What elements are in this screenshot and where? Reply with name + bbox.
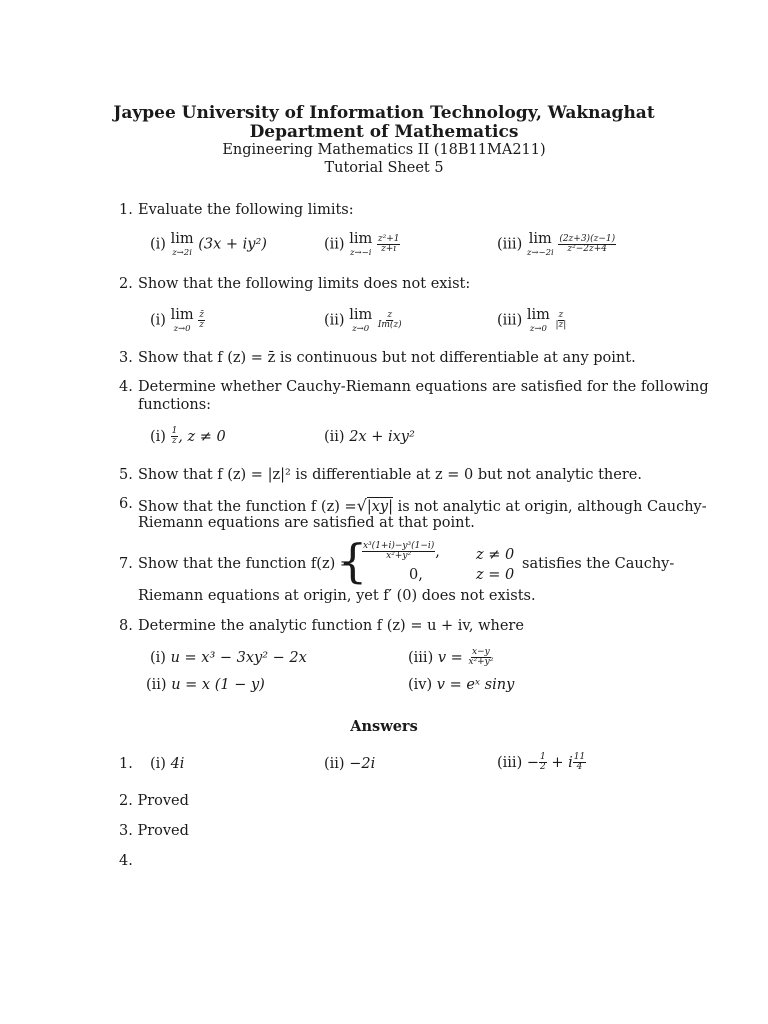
- q2-part-iii-fraction: $\frac{z}{|z|}$: [555, 309, 567, 330]
- q8-part-iv-label: (iv): [408, 677, 433, 693]
- question-7-pre: Show that the function f(z) =: [138, 556, 353, 572]
- q8-part-ii-expr: u = x (1 − y): [171, 677, 265, 693]
- answer-1-number: 1.: [119, 756, 133, 772]
- course-title: Engineering Mathematics II (18B11MA211): [222, 142, 546, 158]
- sqrt-expression: |xy|: [366, 499, 393, 515]
- limit-operator: lim z→0: [526, 307, 550, 334]
- q1-part-iii-fraction: $\frac{(2z+3)(z-1)}{\text{z²−2z+4}}$: [559, 233, 616, 254]
- question-6-number: 6.: [119, 496, 133, 512]
- q7-case-1-condition: z ≠ 0: [476, 547, 515, 563]
- question-2-number: 2.: [119, 276, 133, 292]
- limit-operator: lim z→0: [170, 307, 194, 334]
- question-3-number: 3.: [119, 350, 133, 366]
- department-title: Department of Mathematics: [249, 122, 519, 142]
- q1-part-iii: [497, 232, 616, 257]
- question-8-number: 8.: [119, 618, 133, 634]
- question-5-number: 5.: [119, 467, 133, 483]
- left-brace: {: [338, 534, 368, 588]
- question-6-line-2: Riemann equations are satisfied at that point.: [138, 515, 475, 531]
- answer-1-part-i: (i) 4i: [150, 756, 185, 772]
- q2-part-ii-label: (ii): [324, 312, 345, 329]
- q2-part-iii: [497, 308, 567, 333]
- q4-part-ii-expr: 2x + ixy²: [349, 429, 415, 445]
- q8-part-ii-label: (ii): [146, 677, 167, 693]
- limit-operator: lim z→2i: [170, 231, 194, 258]
- question-1-text: Evaluate the following limits:: [138, 202, 354, 218]
- q4-part-i-condition: , z ≠ 0: [178, 428, 226, 445]
- q8-part-iii: (iii) v = $\frac{x-y}{\text{x²+y²}}$: [408, 647, 494, 668]
- q2-part-ii-fraction: $\frac{z}{Im(z)}$: [377, 309, 402, 330]
- q1-part-i: [150, 232, 267, 257]
- q7-case-1: $\frac{\text{x³(1+i)−y³(1−i)}}{\text{x²+y²}}$ ,: [363, 541, 440, 562]
- question-4-number: 4.: [119, 379, 133, 395]
- limit-operator: lim z→0: [349, 307, 373, 334]
- question-3-text: Show that f (z) = z̄ is continuous but not differentiable at any point.: [138, 350, 636, 366]
- answer-1-part-ii: (ii) −2i: [324, 756, 376, 772]
- q2-part-ii: [324, 308, 403, 333]
- q8-part-iv-expr: v = eˣ siny: [436, 677, 515, 693]
- q8-part-i: [150, 650, 307, 666]
- question-8-text: Determine the analytic function f (z) = u + iv, where: [138, 618, 524, 634]
- q4-part-i-label: (i): [150, 428, 166, 445]
- answer-fraction-1: $\frac{1}{2}$: [540, 752, 546, 773]
- q4-part-i: [150, 427, 226, 447]
- q1-part-ii: [324, 232, 400, 257]
- answer-2: 2. Proved: [119, 793, 189, 809]
- question-6-line-1: Show that the function f (z) =√|xy| is not analytic at origin, although Cauchy-: [138, 496, 707, 515]
- q1-part-ii-fraction: $\frac{\text{z²+1}}{z+i}$: [377, 233, 400, 254]
- question-7-post: satisfies the Cauchy-: [522, 556, 675, 572]
- question-1-number: 1.: [119, 202, 133, 218]
- question-2-text: Show that the following limits does not exist:: [138, 276, 471, 292]
- answer-3: 3. Proved: [119, 823, 189, 839]
- q7-case-2-value: 0,: [409, 567, 423, 583]
- q1-part-i-label: (i): [150, 236, 166, 253]
- q7-case-2-condition: z = 0: [476, 567, 515, 583]
- answer-4: 4.: [119, 853, 133, 869]
- sheet-title: Tutorial Sheet 5: [324, 160, 444, 176]
- q1-part-ii-label: (ii): [324, 236, 345, 253]
- q8-part-iii-label: (iii): [408, 649, 434, 666]
- q8-part-ii: [146, 677, 265, 693]
- answers-heading: Answers: [350, 718, 418, 735]
- question-4-line-1: Determine whether Cauchy-Riemann equations are satisfied for the following: [138, 379, 709, 395]
- q1-part-iii-label: (iii): [497, 236, 523, 253]
- answer-1-part-iii: (iii) − $\frac{1}{2}$ + i $\frac{11}{4}$: [497, 752, 586, 773]
- limit-operator: lim z→−i: [349, 231, 373, 258]
- q1-part-i-expr: (3x + iy²): [198, 236, 267, 253]
- q2-part-i-fraction: $\frac{z̄}{z}$: [199, 309, 204, 330]
- q4-part-ii-label: (ii): [324, 429, 345, 445]
- q2-part-i: [150, 308, 205, 333]
- question-5-text: Show that f (z) = |z|² is differentiable at z = 0 but not analytic there.: [138, 467, 642, 483]
- q7-case-1-fraction: $\frac{\text{x³(1+i)−y³(1−i)}}{\text{x²+y²}}$: [363, 541, 435, 562]
- q8-part-i-expr: u = x³ − 3xy² − 2x: [170, 650, 307, 666]
- q2-part-i-label: (i): [150, 312, 166, 329]
- q8-part-iii-fraction: $\frac{x-y}{\text{x²+y²}}$: [468, 647, 494, 668]
- q8-part-iv: [408, 677, 514, 693]
- q4-part-ii: [324, 429, 415, 445]
- university-title: Jaypee University of Information Technology, Waknaghat: [113, 103, 655, 123]
- q4-part-i-fraction: $\frac{1}{z}$: [171, 426, 178, 447]
- q2-part-iii-label: (iii): [497, 312, 523, 329]
- question-7-number: 7.: [119, 556, 133, 572]
- answer-fraction-2: $\frac{11}{4}$: [573, 752, 586, 773]
- limit-operator: lim z→−2i: [526, 231, 554, 258]
- question-7-line-2: Riemann equations at origin, yet f′ (0) does not exists.: [138, 588, 536, 604]
- question-4-line-2: functions:: [138, 397, 212, 413]
- q8-part-i-label: (i): [150, 650, 166, 666]
